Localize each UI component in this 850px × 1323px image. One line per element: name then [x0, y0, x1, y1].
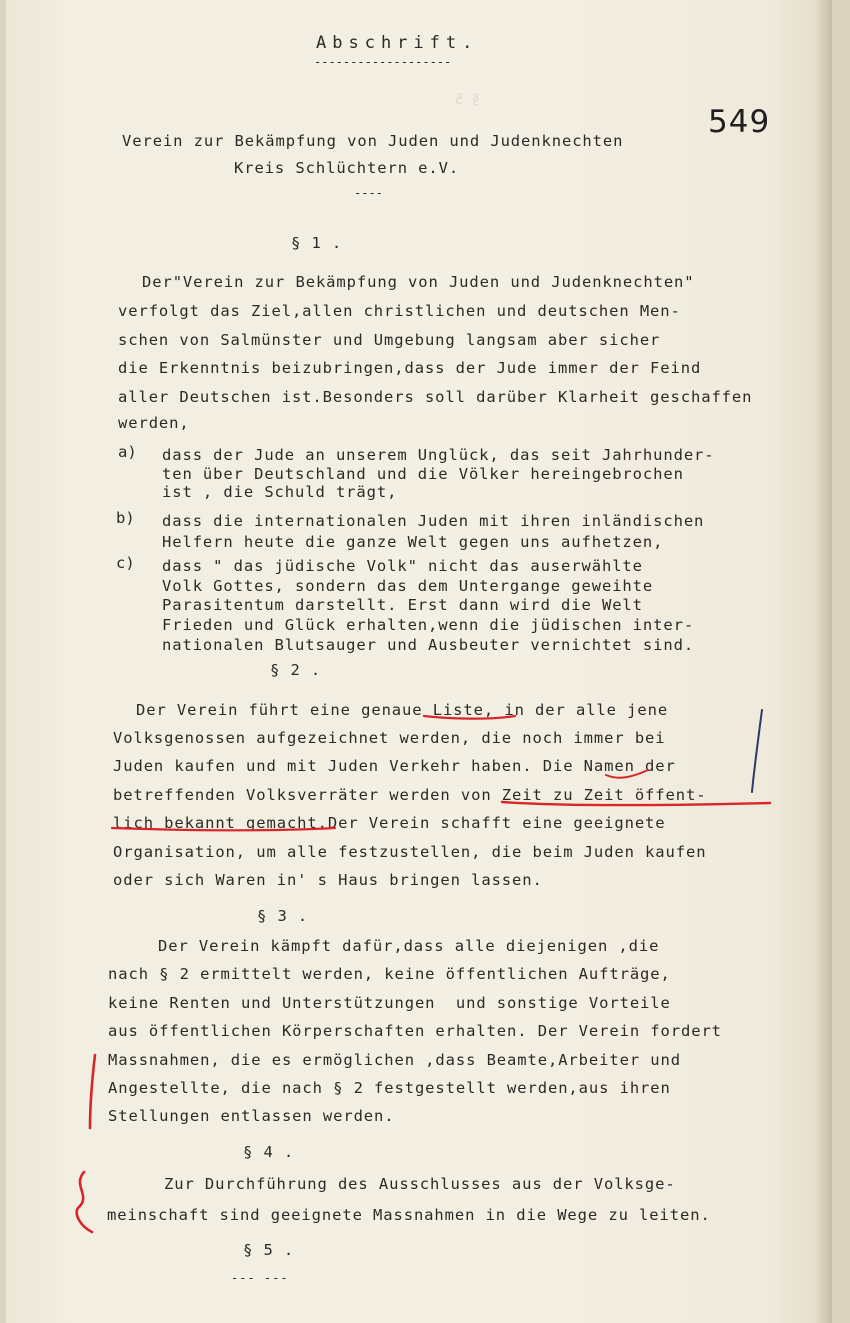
section-2-line: lich bekannt gemacht.Der Verein schafft eine geeignete: [113, 814, 666, 832]
section-1-line: Der"Verein zur Bekämpfung von Juden und Judenknechten": [142, 273, 695, 291]
section-1-line: verfolgt das Ziel,allen christlichen und deutschen Men-: [118, 302, 681, 320]
margin-bar-section-2: [752, 710, 762, 792]
closing-rule: --- ---: [231, 1271, 289, 1285]
section-3-line: Stellungen entlassen werden.: [108, 1107, 395, 1125]
list-item-line: Frieden und Glück erhalten,wenn die jüdischen inter-: [162, 616, 695, 634]
section-1-title: § 1 .: [291, 234, 343, 252]
section-3-title: § 3 .: [257, 907, 309, 925]
list-item-line: dass " das jüdische Volk" nicht das auserwählte: [162, 557, 643, 575]
section-1-line: schen von Salmünster und Umgebung langsam aber sicher: [118, 331, 661, 349]
list-item-label: c): [116, 554, 135, 572]
org-title-line-2: Kreis Schlüchtern e.V.: [234, 159, 460, 177]
section-2-line: oder sich Waren in' s Haus bringen lassen.: [113, 871, 543, 889]
section-3-line: Massnahmen, die es ermöglichen ,dass Beamte,Arbeiter und: [108, 1051, 681, 1069]
section-4-title: § 4 .: [243, 1143, 295, 1161]
handwritten-page-number: 549: [708, 104, 771, 140]
underline-genaue-liste: [424, 716, 515, 719]
list-item-line: nationalen Blutsauger und Ausbeuter vernichtet sind.: [162, 636, 695, 654]
list-item-line: Parasitentum darstellt. Erst dann wird die Welt: [162, 596, 643, 614]
section-2-line: Volksgenossen aufgezeichnet werden, die noch immer bei: [113, 729, 666, 747]
list-item-line: ten über Deutschland und die Völker hereingebrochen: [162, 465, 684, 483]
section-3-line: Angestellte, die nach § 2 festgestellt werden,aus ihren: [108, 1079, 671, 1097]
section-2-line: Juden kaufen und mit Juden Verkehr haben. Die Namen der: [113, 757, 676, 775]
list-item-line: Volk Gottes, sondern das dem Untergange geweihte: [162, 577, 654, 595]
underline-namen-hook: [606, 770, 648, 778]
list-item-line: Helfern heute die ganze Welt gegen uns aufhetzen,: [162, 533, 664, 551]
section-4-line: Zur Durchführung des Ausschlusses aus der Volksge-: [164, 1175, 676, 1193]
heading-underline: -------------------: [314, 55, 452, 69]
bleed-through-mark: § 5: [454, 92, 480, 108]
underline-von-zeit-zu-zeit: [502, 802, 770, 805]
section-1-line: aller Deutschen ist.Besonders soll darüber Klarheit geschaffen: [118, 388, 753, 406]
section-2-title: § 2 .: [270, 661, 322, 679]
section-3-line: nach § 2 ermittelt werden, keine öffentlichen Aufträge,: [108, 965, 671, 983]
section-3-line: keine Renten und Unterstützungen und sonstige Vorteile: [108, 994, 671, 1012]
section-2-line: betreffenden Volksverräter werden von Zeit zu Zeit öffent-: [113, 786, 707, 804]
org-title-line-1: Verein zur Bekämpfung von Juden und Judenknechten: [122, 132, 624, 150]
section-2-line: Organisation, um alle festzustellen, die beim Juden kaufen: [113, 843, 707, 861]
section-1-line: die Erkenntnis beizubringen,dass der Jude immer der Feind: [118, 359, 702, 377]
section-4-line: meinschaft sind geeignete Massnahmen in die Wege zu leiten.: [107, 1206, 711, 1224]
list-item-line: ist , die Schuld trägt,: [162, 483, 398, 501]
list-item-line: dass die internationalen Juden mit ihren inländischen: [162, 512, 705, 530]
list-item-line: dass der Jude an unserem Unglück, das seit Jahrhunder-: [162, 446, 715, 464]
underline-lich-bekannt-gemacht: [112, 828, 335, 830]
section-2-line: Der Verein führt eine genaue Liste, in der alle jene: [136, 701, 669, 719]
section-3-line: aus öffentlichen Körperschaften erhalten. Der Verein fordert: [108, 1022, 722, 1040]
list-item-label: b): [116, 509, 135, 527]
document-heading: Abschrift.: [316, 33, 479, 53]
margin-mark-section-4: [77, 1172, 92, 1232]
section-5-title: § 5 .: [243, 1241, 295, 1259]
margin-bar-section-3: [90, 1055, 95, 1128]
section-1-line: werden,: [118, 414, 190, 432]
org-title-rule: ----: [354, 186, 383, 200]
list-item-label: a): [118, 443, 137, 461]
section-3-line: Der Verein kämpft dafür,dass alle diejenigen ,die: [158, 937, 660, 955]
